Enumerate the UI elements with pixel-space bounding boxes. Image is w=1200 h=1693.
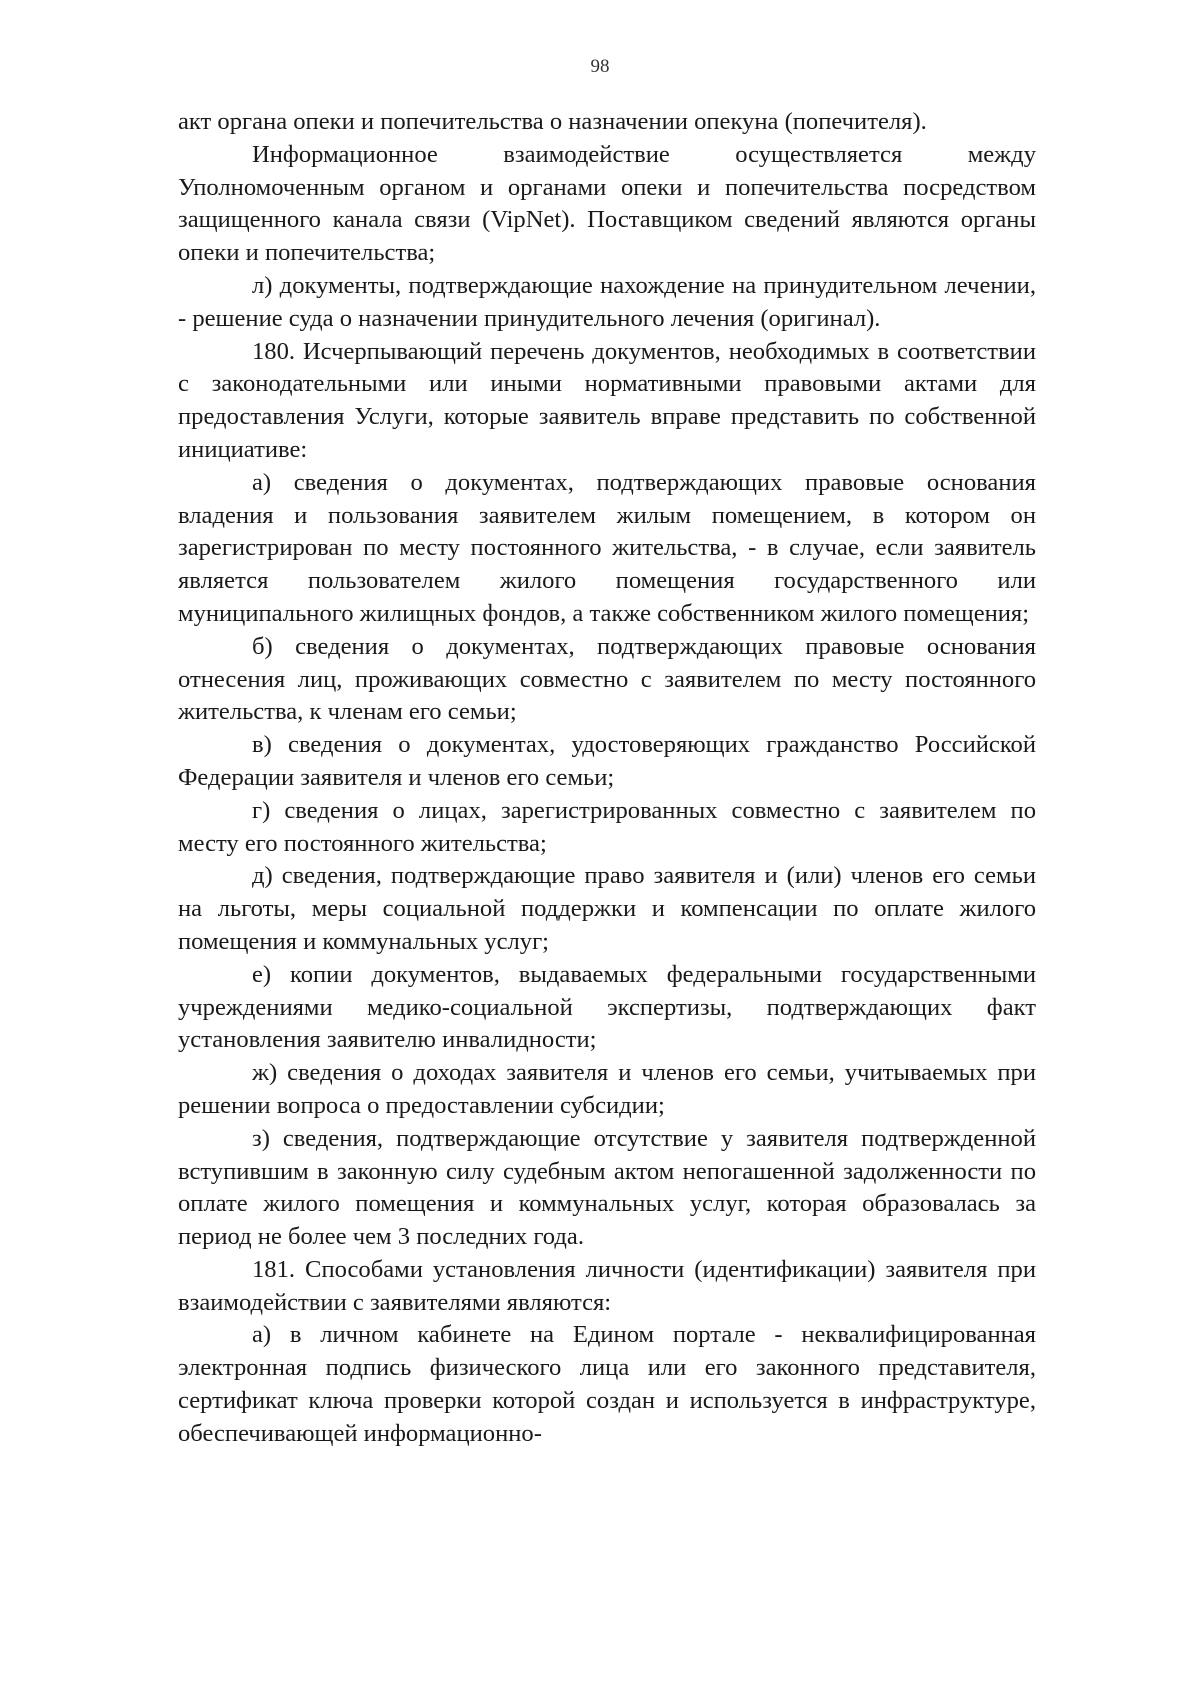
paragraph-section-181: 181. Способами установления личности (идентификации) заявителя при взаимодействии с заявителями являются: — [178, 1255, 1036, 1316]
paragraph-guardianship-act: акт органа опеки и попечительства о назначении опекуна (попечителя). — [178, 108, 927, 135]
paragraph-item-l: л) документы, подтверждающие нахождение на принудительном лечении, - решение суда о назначении принудительного лечения (оригинал). — [178, 271, 1036, 332]
paragraph-item-g: г) сведения о лицах, зарегистрированных совместно с заявителем по месту его постоянного жительства; — [178, 796, 1036, 857]
paragraph-item-a: а) сведения о документах, подтверждающих правовые основания владения и пользования заявителем жилым помещением, в котором он зарегистрирован по месту постоянного жительства, - в случае, если заявитель является пользователем жилого помещения государственного или муниципального жилищных фондов, а также собственником жилого помещения; — [178, 468, 1036, 627]
paragraph-item-b: б) сведения о документах, подтверждающих правовые основания отнесения лиц, проживающих совместно с заявителем по месту постоянного жительства, к членам его семьи; — [178, 632, 1036, 726]
paragraph-item-zh: ж) сведения о доходах заявителя и членов его семьи, учитываемых при решении вопроса о предоставлении субсидии; — [178, 1059, 1036, 1119]
page-number: 98 — [590, 56, 610, 77]
paragraph-item-v: в) сведения о документах, удостоверяющих гражданство Российской Федерации заявителя и членов его семьи; — [178, 731, 1036, 791]
paragraph-item-e: е) копии документов, выдаваемых федеральными государственными учреждениями медико-социальной экспертизы, подтверждающих факт установления заявителю инвалидности; — [178, 960, 1036, 1054]
document-body — [178, 106, 1036, 1451]
paragraph-item-a-identification: а) в личном кабинете на Едином портале - неквалифицированная электронная подпись физического лица или его законного представителя, сертификат ключа проверки которой создан и используется в инфраструктуре, обеспечивающей информационно- — [178, 1321, 1036, 1447]
paragraph-item-d: д) сведения, подтверждающие право заявителя и (или) членов его семьи на льготы, меры социальной поддержки и компенсации по оплате жилого помещения и коммунальных услуг; — [178, 862, 1036, 955]
paragraph-item-z: з) сведения, подтверждающие отсутствие у заявителя подтвержденной вступившим в законную силу судебным актом непогашенной задолженности по оплате жилого помещения и коммунальных услуг, которая образовалась за период не более чем 3 последних года. — [178, 1124, 1036, 1251]
paragraph-information-interaction: Информационное взаимодействие осуществляется между Уполномоченным органом и органами опеки и попечительства посредством защищенного канала связи (VipNet). Поставщиком сведений являются органы опеки и попечительства; — [178, 140, 1036, 267]
paragraph-section-180: 180. Исчерпывающий перечень документов, необходимых в соответствии с законодательными или иными нормативными правовыми актами для предоставления Услуги, которые заявитель вправе представить по собственной инициативе: — [178, 337, 1036, 463]
